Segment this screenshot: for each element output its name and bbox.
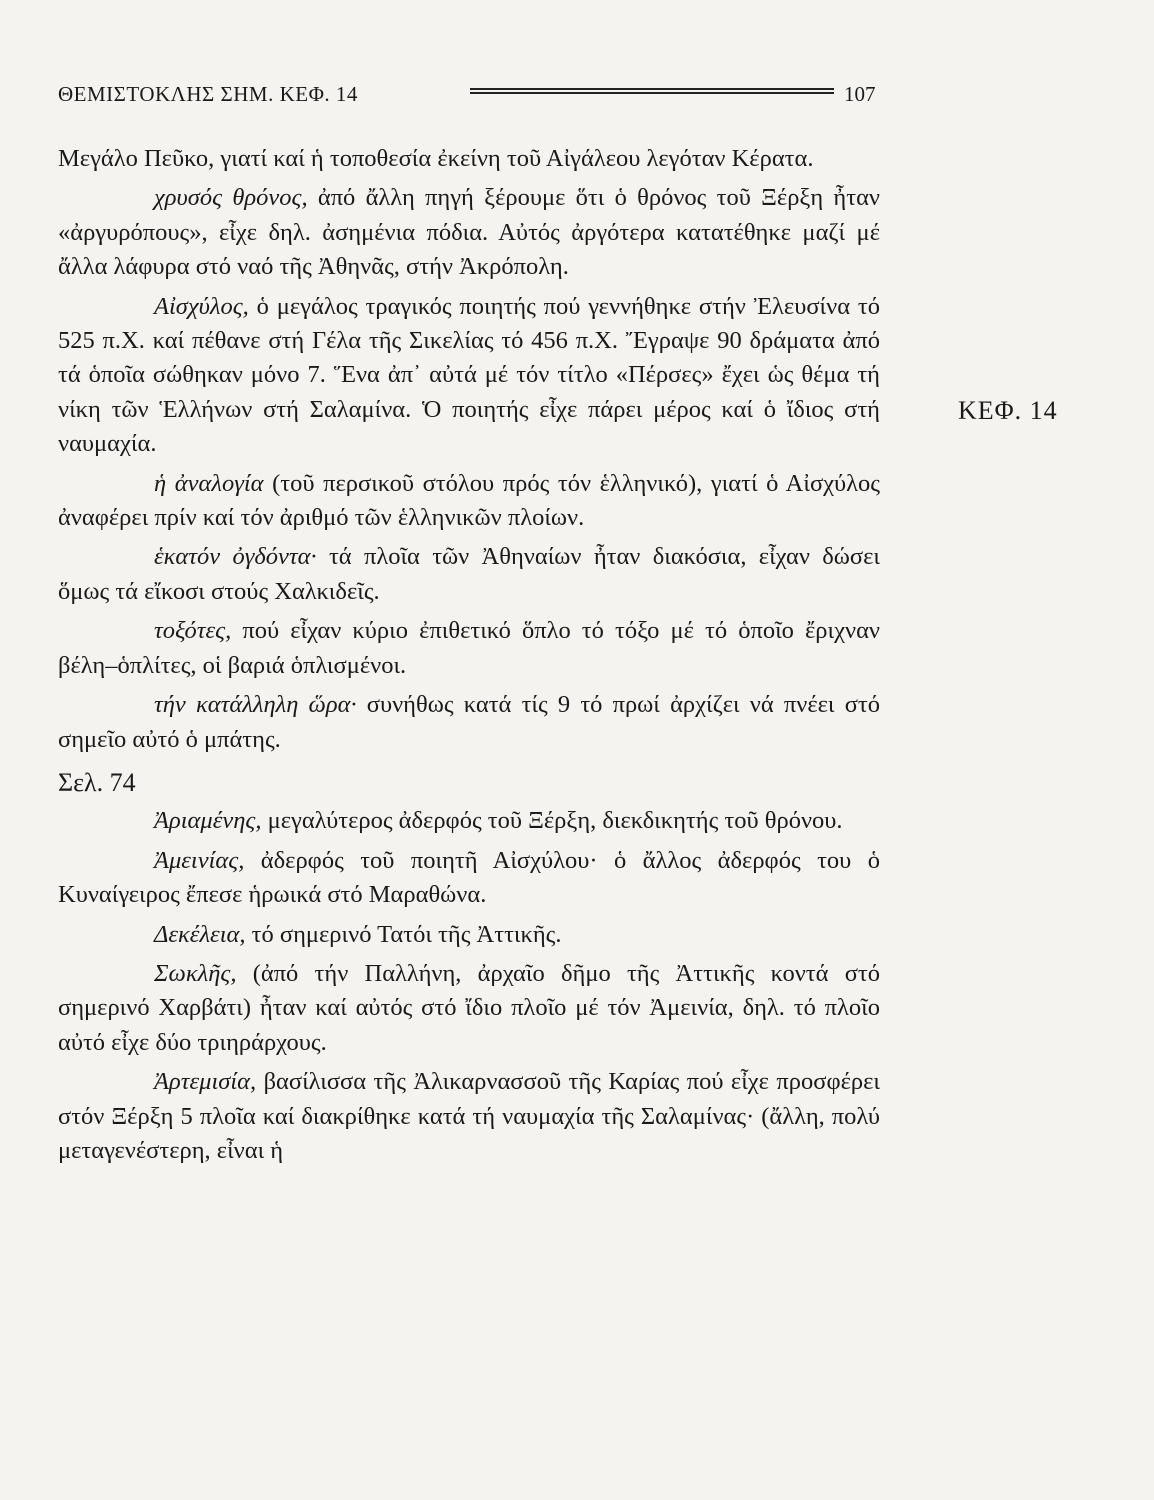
note-term: Ἀρτεμισία, — [154, 1068, 257, 1096]
note-text: ὁ μεγάλος τραγικός ποιητής πού γεννήθηκε στήν Ἐλευσίνα τό 525 π.Χ. καί πέθανε στή Γέλα τῆς Σικελίας τό 456 π.Χ. Ἔγραψε 90 δράματα ἀπό τά ὁποῖα σώθηκαν μόνο 7. Ἕνα ἀπ᾽ αὐτά μέ τόν τίτλο «Πέρσες» ἔχει ὡς θέμα τή νίκη τῶν Ἑλλήνων στή Σαλαμίνα. Ὁ ποιητής εἶχε πάρει μέρος καί ὁ ἴδιος στή ναυμαχία. — [58, 292, 880, 458]
note-term: Ἀμεινίας, — [154, 846, 245, 874]
note-text: ἀπό ἄλλη πηγή ξέρουμε ὅτι ὁ θρόνος τοῦ Ξέρξη ἦταν «ἀργυρόπους», εἶχε δηλ. ἀσημένια πόδια. Αὐτός ἀργότερα κατατέθηκε μαζί μέ ἄλλα λάφυρα στό ναό τῆς Ἀθηνᾶς, στήν Ἀκρόπολη. — [58, 184, 881, 281]
note-term: Σωκλῆς, — [154, 959, 237, 987]
note-term: χρυσός θρόνος, — [154, 184, 308, 212]
note-text: συνήθως κατά τίς 9 τό πρωί ἀρχίζει νά πνέει στό σημεῖο αὐτό ὁ μπάτης. — [58, 691, 880, 753]
notes-block-2 — [58, 804, 880, 1168]
note-text: πού εἶχαν κύριο ἐπιθετικό ὅπλο τό τόξο μέ τό ὁποῖο ἔριχναν βέλη–ὁπλίτες, οἱ βαριά ὁπλισμένοι. — [58, 617, 880, 679]
note-term: Δεκέλεια, — [154, 920, 246, 948]
note-text: τό σημερινό Τατόι τῆς Ἀττικῆς. — [245, 920, 562, 948]
note-paragraph — [58, 540, 880, 609]
note-paragraph — [58, 290, 880, 462]
note-paragraph — [58, 142, 880, 176]
page-body — [58, 142, 880, 1173]
note-paragraph — [58, 844, 880, 913]
note-term: τοξότες, — [154, 617, 232, 645]
note-paragraph — [58, 1065, 880, 1168]
show-through-ghost-1 — [980, 275, 985, 298]
note-paragraph — [58, 957, 880, 1060]
note-term: Αἰσχύλος, — [154, 292, 249, 320]
note-paragraph — [58, 918, 880, 952]
note-paragraph — [58, 688, 880, 757]
page-number: 107 — [844, 82, 876, 106]
note-text: ἀδερφός τοῦ ποιητῆ Αἰσχύλου· ὁ ἄλλος ἀδερφός του ὁ Κυναίγειρος ἔπεσε ἡρωικά στό Μαραθώνα. — [58, 846, 880, 909]
note-text: (ἀπό τήν Παλλήνη, ἀρχαῖο δῆμο τῆς Ἀττικῆς κοντά στό σημερινό Χαρβάτι) ἦταν καί αὐτός στό ἴδιο πλοῖο μέ τόν Ἀμεινία, δηλ. τό πλοῖο αὐτό εἶχε δύο τριηράρχους. — [58, 959, 880, 1056]
note-term: τήν κατάλληλη ὥρα· — [154, 691, 357, 719]
running-head: ΘΕΜΙΣΤΟΚΛΗΣ ΣΗΜ. ΚΕΦ. 14 — [58, 82, 358, 106]
note-term: Ἀριαμένης, — [154, 807, 262, 835]
header-rule — [470, 88, 834, 94]
notes-block-1 — [58, 142, 880, 757]
note-text: τά πλοῖα τῶν Ἀθηναίων ἦταν διακόσια, εἶχαν δώσει ὅμως τά εἴκοσι στούς Χαλκιδεῖς. — [58, 543, 880, 605]
note-text: (τοῦ περσικοῦ στόλου πρός τόν ἑλληνικό), γιατί ὁ Αἰσχύλος ἀναφέρει πρίν καί τόν ἀριθμό τῶν ἑλληνικῶν πλοίων. — [58, 469, 880, 532]
note-text: βασίλισσα τῆς Ἀλικαρνασσοῦ τῆς Καρίας πού εἶχε προσφέρει στόν Ξέρξη 5 πλοῖα καί διακρίθηκε κατά τή ναυμαχία τῆς Σαλαμίνας· (ἄλλη, πολύ μεταγενέστερη, εἶναι ἡ — [58, 1068, 880, 1164]
note-term: ἑκατόν ὀγδόντα· — [154, 543, 317, 571]
note-paragraph — [58, 181, 880, 284]
note-paragraph — [58, 804, 880, 838]
note-text: μεγαλύτερος ἀδερφός τοῦ Ξέρξη, διεκδικητής τοῦ θρόνου. — [261, 807, 843, 835]
note-paragraph — [58, 467, 880, 536]
margin-chapter-note: ΚΕΦ. 14 — [958, 396, 1058, 425]
page-header — [58, 78, 888, 112]
note-text: Μεγάλο Πεῦκο, γιατί καί ἡ τοποθεσία ἐκείνη τοῦ Αἰγάλεου λεγόταν Κέρατα. — [58, 145, 814, 172]
section-label: Σελ. 74 — [58, 767, 136, 797]
note-term: ἡ ἀναλογία — [154, 469, 264, 497]
note-paragraph — [58, 614, 880, 683]
